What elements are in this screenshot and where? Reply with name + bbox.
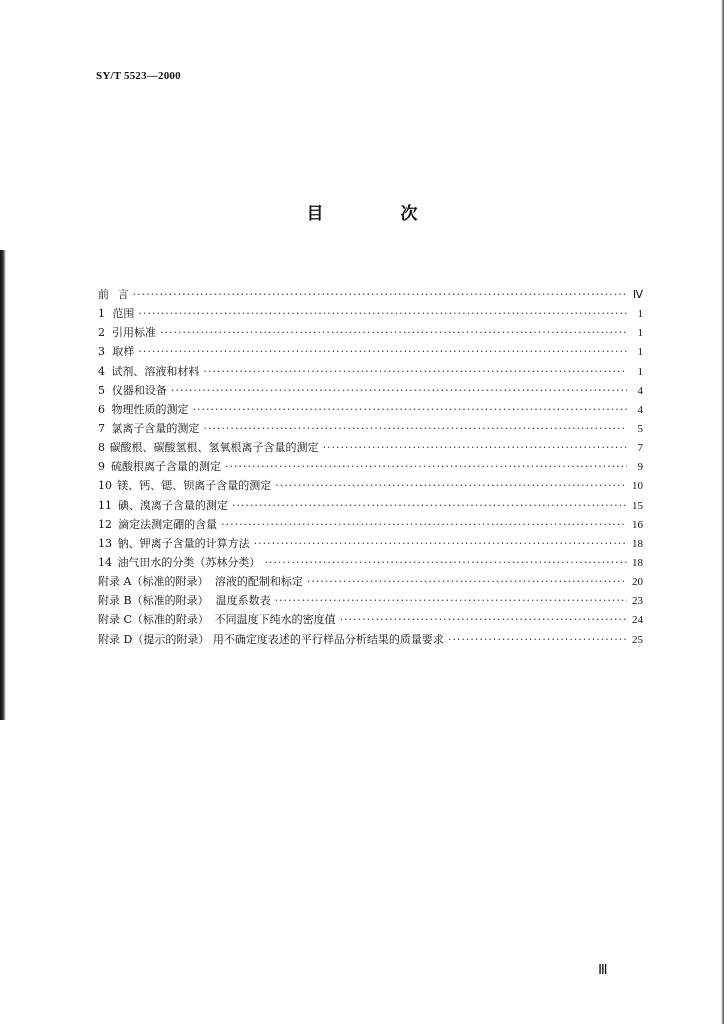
toc-entry-14[interactable]	[98, 553, 643, 572]
toc-entry-label: 取样	[112, 345, 135, 359]
page-title: 目 次	[306, 204, 448, 224]
toc-entry-3[interactable]	[98, 342, 643, 361]
toc-entry-page: 16	[632, 518, 643, 531]
toc-entry-label: 用不确定度表述的平行样品分析结果的质量要求	[212, 632, 444, 646]
toc-entry-appendix-c[interactable]	[98, 610, 643, 629]
toc-leader-dots	[193, 400, 627, 419]
toc-entry-appendix-a[interactable]	[98, 572, 643, 591]
toc-entry-appendix-d[interactable]	[98, 630, 643, 649]
toc-entry-label: 仪器和设备	[111, 383, 167, 397]
toc-entry-page: 23	[632, 595, 643, 608]
toc-entry-2[interactable]	[98, 323, 643, 342]
toc-entry-11[interactable]	[98, 496, 643, 515]
toc-entry-label: 钠、钾离子含量的计算方法	[117, 536, 250, 550]
toc-entry-page: 4	[637, 384, 643, 397]
toc-entry-label: 滴定法测定硼的含量	[118, 517, 218, 531]
toc-entry-number: 前	[98, 288, 109, 301]
toc-entry-page: 25	[632, 633, 643, 646]
toc-leader-dots	[448, 630, 627, 649]
toc-entry-label: 言	[117, 288, 129, 301]
toc-entry-number: 14	[98, 555, 112, 569]
standard-code: SY/T 5523—2000	[96, 70, 181, 82]
toc-entry-number: 附录 D（提示的附录）	[98, 632, 210, 646]
toc-entry-number: 2	[98, 326, 105, 340]
toc-entry-page: 7	[637, 442, 643, 455]
toc-entry-page: 24	[632, 614, 643, 627]
toc-entry-page: 5	[637, 422, 643, 435]
toc-entry-number: 4	[98, 364, 105, 378]
toc-entry-9[interactable]	[98, 457, 643, 476]
toc-entry-12[interactable]	[98, 515, 643, 534]
toc-entry-number: 13	[98, 536, 112, 550]
toc-entry-number: 12	[98, 517, 112, 531]
toc-entry-page: 20	[632, 576, 643, 589]
scan-edge-left	[0, 250, 6, 720]
page-number: Ⅲ	[598, 963, 608, 978]
toc-entry-number: 附录 C（标准的附录）	[98, 613, 209, 627]
toc-entry-preface[interactable]	[98, 285, 643, 304]
toc-entry-page: 1	[637, 308, 643, 321]
toc-entry-page: 15	[632, 499, 643, 512]
toc-entry-label: 溶液的配制和标定	[214, 575, 303, 589]
toc-leader-dots	[275, 476, 627, 495]
toc-leader-dots	[138, 342, 627, 361]
toc-entry-number: 7	[98, 421, 105, 435]
toc-entry-page: 18	[632, 556, 643, 569]
toc-entry-label: 温度系数表	[215, 594, 271, 608]
toc-entry-13[interactable]	[98, 534, 643, 553]
toc-leader-dots	[264, 553, 627, 572]
toc-entry-appendix-b[interactable]	[98, 591, 643, 610]
toc-entry-label: 氯离子含量的测定	[111, 421, 200, 435]
toc-entry-number: 9	[98, 460, 105, 474]
toc-entry-label: 范围	[112, 307, 135, 321]
toc-entry-label: 硫酸根离子含量的测定	[111, 460, 222, 474]
toc-entry-number: 3	[98, 345, 105, 359]
toc-entry-page: 1	[637, 346, 643, 359]
toc-leader-dots	[275, 591, 627, 610]
toc-leader-dots	[221, 515, 627, 534]
toc-leader-dots	[138, 304, 627, 323]
toc-leader-dots	[307, 572, 627, 591]
toc-entry-page: 10	[632, 480, 643, 493]
toc-entry-number: 10	[98, 479, 112, 493]
toc-entry-label: 物理性质的测定	[111, 402, 189, 416]
toc-entry-number: 5	[98, 383, 105, 397]
toc-entry-page: 1	[637, 365, 643, 378]
toc-entry-number: 附录 B（标准的附录）	[98, 594, 209, 608]
toc-entry-number: 附录 A（标准的附录）	[98, 575, 209, 589]
table-of-contents	[98, 285, 643, 649]
toc-leader-dots	[323, 438, 627, 457]
toc-entry-page: 9	[637, 461, 643, 474]
toc-leader-dots	[232, 496, 627, 515]
toc-entry-4[interactable]	[98, 362, 643, 381]
toc-entry-page: 18	[632, 537, 643, 550]
toc-entry-number: 8	[98, 441, 105, 455]
toc-leader-dots	[171, 381, 627, 400]
toc-entry-number: 6	[98, 402, 105, 416]
toc-entry-label: 碳酸根、碳酸氢根、氢氧根离子含量的测定	[109, 441, 319, 455]
toc-entry-10[interactable]	[98, 476, 643, 495]
toc-leader-dots	[225, 457, 627, 476]
toc-entry-page: 1	[637, 327, 643, 340]
toc-entry-label: 碘、溴离子含量的测定	[117, 498, 228, 512]
toc-entry-1[interactable]	[98, 304, 643, 323]
toc-leader-dots	[160, 323, 627, 342]
toc-entry-page: 4	[637, 403, 643, 416]
toc-leader-dots	[203, 362, 627, 381]
toc-entry-6[interactable]	[98, 400, 643, 419]
toc-entry-page: Ⅳ	[632, 289, 643, 301]
toc-entry-5[interactable]	[98, 381, 643, 400]
toc-entry-label: 油气田水的分类（苏林分类）	[117, 555, 261, 569]
toc-leader-dots	[254, 534, 627, 553]
toc-entry-label: 不同温度下纯水的密度值	[214, 613, 336, 627]
toc-leader-dots	[133, 285, 627, 304]
toc-entry-label: 试剂、溶液和材料	[111, 364, 200, 378]
toc-entry-number: 1	[98, 307, 105, 321]
toc-entry-label: 镁、钙、锶、钡离子含量的测定	[117, 479, 272, 493]
toc-leader-dots	[203, 419, 627, 438]
toc-entry-label: 引用标准	[112, 326, 156, 340]
toc-entry-7[interactable]	[98, 419, 643, 438]
toc-leader-dots	[340, 610, 627, 629]
toc-entry-number: 11	[98, 498, 112, 512]
toc-entry-8[interactable]	[98, 438, 643, 457]
